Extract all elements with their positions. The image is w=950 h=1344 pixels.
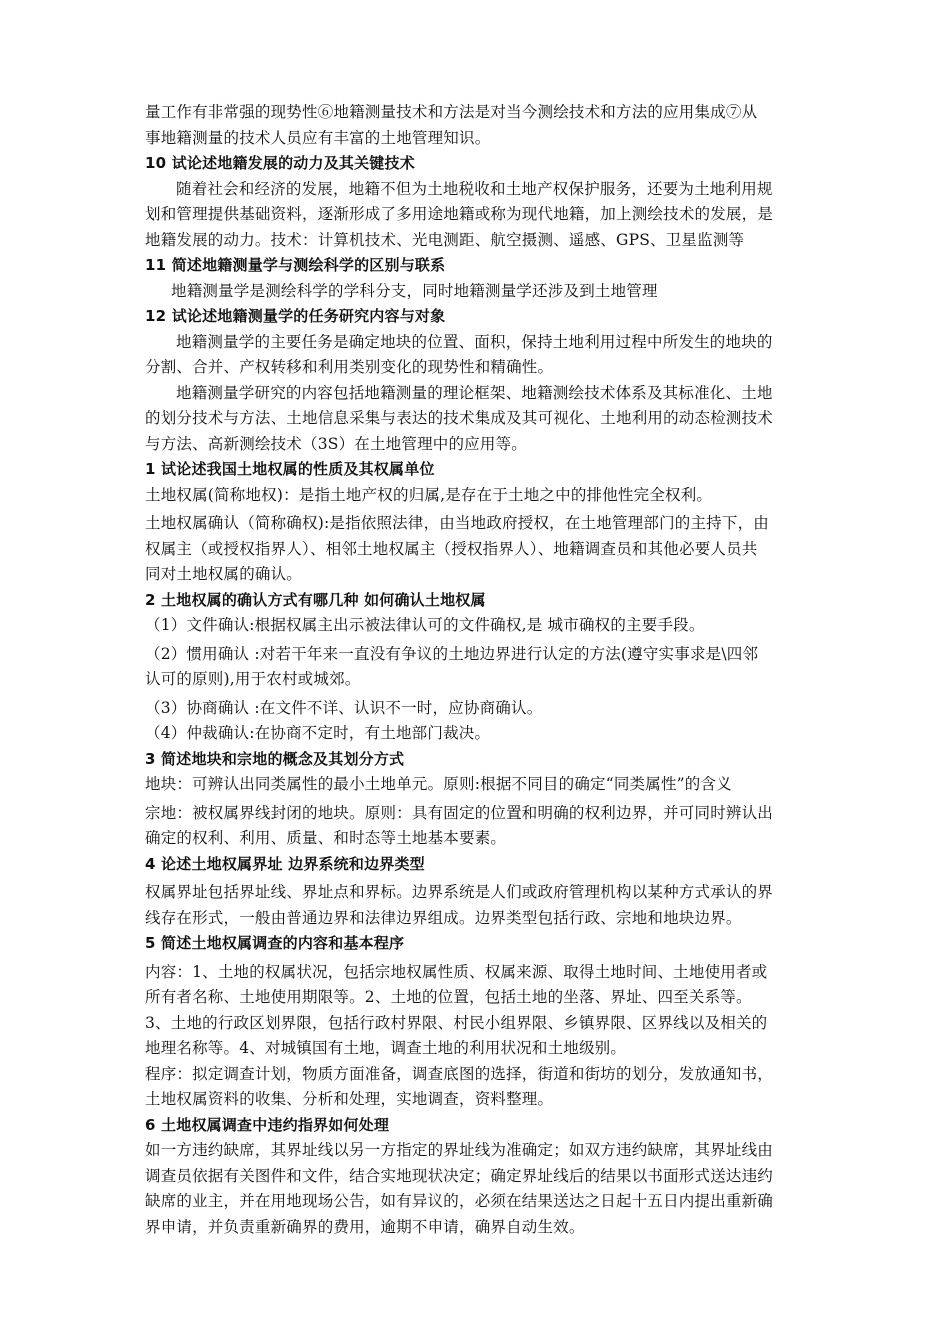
body-text-line: 缺席的业主，并在用地现场公告，如有异议的，必须在结果送达之日起十五日内提出重新确 [145, 1192, 774, 1210]
section-heading: 10 试论述地籍发展的动力及其关键技术 [145, 154, 415, 172]
section-heading: 11 简述地籍测量学与测绘科学的区别与联系 [145, 256, 446, 274]
body-text-line: 内容：1、土地的权属状况，包括宗地权属性质、权属来源、取得土地时间、土地使用者或 [145, 962, 768, 981]
body-text-line: 分割、合并、产权转移和利用类别变化的现势性和精确性。 [145, 358, 554, 376]
body-text-line: （3）协商确认 :在文件不详、认识不一时，应协商确认。 [145, 698, 543, 717]
section-heading: 1 试论述我国土地权属的性质及其权属单位 [145, 460, 435, 478]
body-text-line: （4）仲裁确认:在协商不定时，有土地部门裁决。 [145, 724, 491, 742]
document-body [145, 100, 810, 1240]
section-heading: 3 简述地块和宗地的概念及其划分方式 [145, 749, 405, 768]
body-text-line: 程序：拟定调查计划，物质方面准备，调查底图的选择，街道和街坊的划分，发放通知书， [145, 1064, 774, 1083]
body-text-line: 所有者名称、土地使用期限等。2、土地的位置，包括土地的坐落、界址、四至关系等。 [145, 988, 752, 1006]
body-text-line: 事地籍测量的技术人员应有丰富的土地管理知识。 [145, 128, 491, 147]
body-text-line: 的划分技术与方法、土地信息采集与表达的技术集成及其可视化、土地利用的动态检测技术 [145, 409, 774, 427]
body-text-line: 权属主（或授权指界人）、相邻土地权属主（授权指界人）、地籍调查员和其他必要人员共 [145, 539, 758, 558]
body-text-line: 线存在形式，一般由普通边界和法律边界组成。边界类型包括行政、宗地和地块边界。 [145, 908, 742, 927]
body-text-line: 土地权属(简称地权)：是指土地产权的归属,是存在于土地之中的排他性完全权利。 [145, 485, 713, 504]
section-heading: 2 土地权属的确认方式有哪几种 如何确认土地权属 [145, 590, 486, 609]
section-heading: 12 试论述地籍测量学的任务研究内容与对象 [145, 307, 446, 325]
body-text-line: 同对土地权属的确认。 [145, 565, 303, 583]
body-text-line: 如一方违约缺席，其界址线以另一方指定的界址线为准确定；如双方违约缺席，其界址线由 [145, 1141, 774, 1159]
body-text-line: 3、土地的行政区划界限，包括行政村界限、村民小组界限、乡镇界限、区界线以及相关的 [145, 1013, 768, 1032]
body-text-line: 地理名称等。4、对城镇国有土地，调查土地的利用状况和土地级别。 [145, 1039, 627, 1057]
body-text-line: （1）文件确认:根据权属主出示被法律认可的文件确权,是 城市确权的主要手段。 [145, 616, 705, 634]
body-text-line: 地籍测量学研究的内容包括地籍测量的理论框架、地籍测绘技术体系及其标准化、土地 [176, 383, 773, 402]
body-text-line: （2）惯用确认 :对若干年来一直没有争议的土地边界进行认定的方法(遵守实事求是\四邻 [145, 644, 759, 663]
body-text-line: 土地权属确认（简称确权):是指依照法律，由当地政府授权，在土地管理部门的主持下，由 [145, 514, 769, 532]
body-text-line: 地籍发展的动力。技术：计算机技术、光电测距、航空摄测、遥感、GPS、卫星监测等 [145, 230, 745, 249]
section-heading: 5 简述土地权属调查的内容和基本程序 [145, 934, 405, 952]
section-heading: 6 土地权属调查中违约指界如何处理 [145, 1115, 390, 1134]
body-text-line: 地籍测量学是测绘科学的学科分支，同时地籍测量学还涉及到土地管理 [171, 281, 658, 300]
body-text-line: 量工作有非常强的现势性⑥地籍测量技术和方法是对当今测绘技术和方法的应用集成⑦从 [145, 103, 758, 121]
body-text-line: 确定的权利、利用、质量、和时态等土地基本要素。 [145, 829, 507, 847]
body-text-line: 随着社会和经济的发展，地籍不但为土地税收和土地产权保护服务，还要为土地利用规 [176, 179, 773, 198]
body-text-line: 宗地：被权属界线封闭的地块。原则：具有固定的位置和明确的权利边界，并可同时辨认出 [145, 803, 774, 822]
body-text-line: 划和管理提供基础资料，逐渐形成了多用途地籍或称为现代地籍，加上测绘技术的发展，是 [145, 205, 774, 223]
body-text-line: 调查员依据有关图件和文件，结合实地现状决定；确定界址线后的结果以书面形式送达违约 [145, 1166, 774, 1185]
body-text-line: 土地权属资料的收集、分析和处理，实地调查，资料整理。 [145, 1090, 554, 1108]
body-text-line: 地块：可辨认出同类属性的最小土地单元。原则:根据不同目的确定“同类属性”的含义 [145, 775, 732, 793]
section-heading: 4 论述土地权属界址 边界系统和边界类型 [145, 854, 425, 873]
body-text-line: 认可的原则),用于农村或城郊。 [145, 670, 361, 688]
body-text-line: 与方法、高新测绘技术（3S）在土地管理中的应用等。 [145, 434, 527, 453]
body-text-line: 界申请，并负责重新确界的费用，逾期不申请，确界自动生效。 [145, 1217, 585, 1236]
body-text-line: 权属界址包括界址线、界址点和界标。边界系统是人们或政府管理机构以某种方式承认的界 [145, 883, 774, 901]
body-text-line: 地籍测量学的主要任务是确定地块的位置、面积，保持土地利用过程中所发生的地块的 [176, 332, 773, 351]
